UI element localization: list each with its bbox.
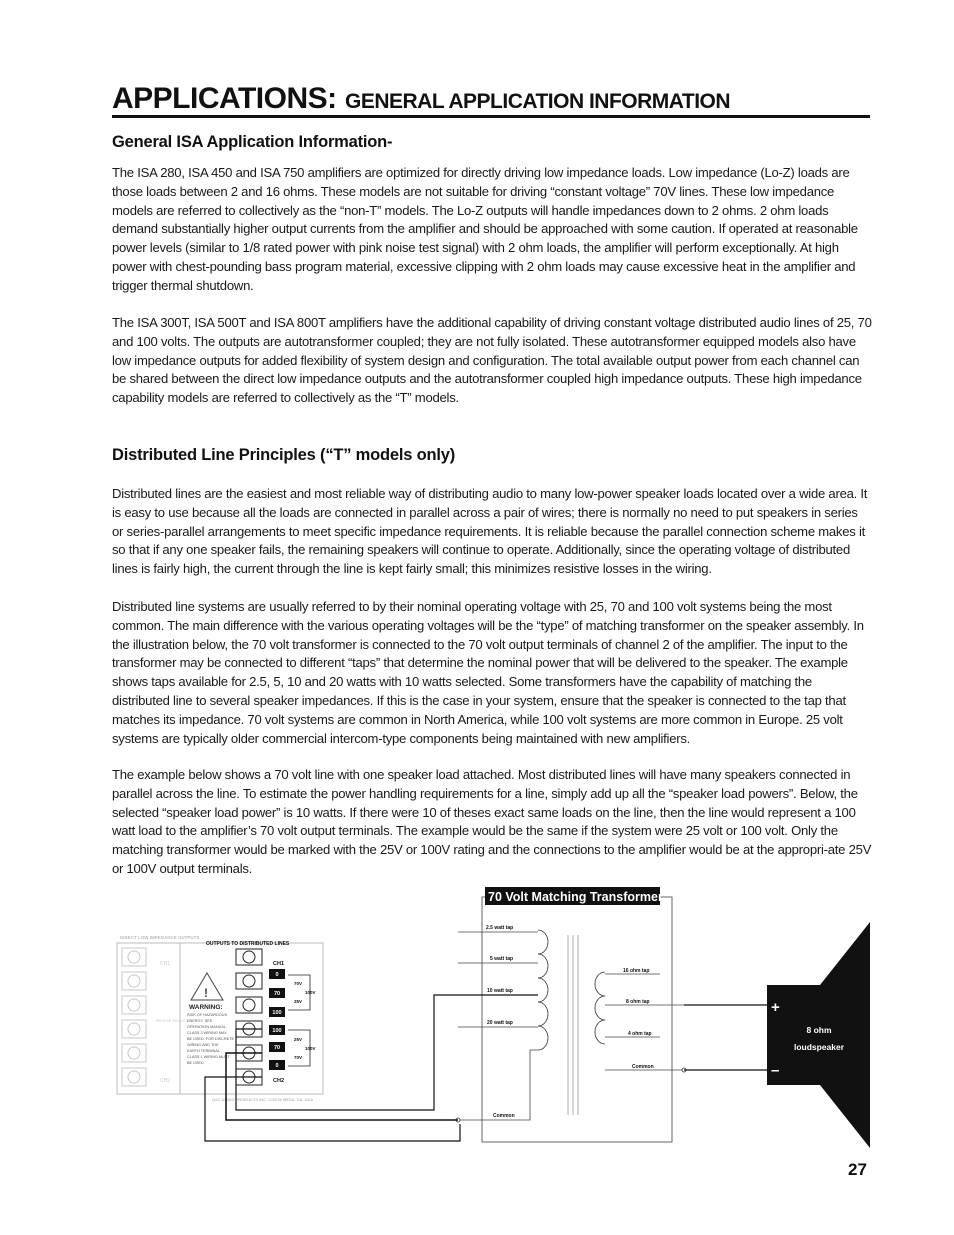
terminal-label: 100	[272, 1010, 282, 1016]
warning-line: CLASS 1 WIRING MUST	[187, 1055, 230, 1059]
speaker-label-2: loudspeaker	[793, 1042, 845, 1052]
secondary-tap-label: Common	[632, 1064, 654, 1070]
page-title	[112, 80, 870, 119]
secondary-coil	[595, 972, 605, 1044]
warning-line: WIRING AND THE	[187, 1043, 219, 1047]
loudspeaker	[767, 922, 870, 1148]
ch1-voltage: 100V	[305, 990, 316, 995]
page-title-sub: GENERAL APPLICATION INFORMATION	[345, 90, 731, 113]
ch2-voltage: 25V	[294, 1037, 303, 1042]
ch1-voltage: 70V	[294, 981, 303, 986]
primary-tap-label: Common	[493, 1113, 515, 1119]
primary-coil	[538, 930, 548, 1050]
primary-tap-label: 5 watt tap	[490, 956, 514, 962]
paragraph: Distributed lines are the easiest and most reliable way of distributing audio to many low-power speaker loads located over a wide area. It is easy to use because all the loads are connected in parallel across a pair of wires; there is normally no need to put speakers in series or series-parallel arrangements to meet specific impedance requirements. It is reliable because the parallel connection scheme makes it so that if any one speaker fails, the remaining speakers will continue to operate. Additionally, since the operating voltage of distributed lines is fairly high, the current through the line is kept fairly small; this minimizes resistive losses in the wiring.	[112, 486, 868, 577]
speaker-plus: +	[771, 999, 780, 1016]
paragraph: The ISA 300T, ISA 500T and ISA 800T amplifiers have the additional capability of driving constant voltage distributed audio lines of 25, 70 and 100 volts. The outputs are autotransformer coupled; they are not fully isolated. These autotransformer equipped models also have low impedance outputs for added flexibility of system design and configuration. The total available output power from each channel can be shared between the direct low impedance outputs and the autotransformer coupled high impedance outputs. These high impedance capability models are referred to collectively as the “T” models.	[112, 315, 872, 406]
terminal-label: 100	[272, 1028, 282, 1034]
distributed-line-wires	[205, 995, 538, 1141]
ch1-faded-label: CH1	[160, 961, 171, 967]
page-number: 27	[848, 1160, 867, 1179]
svg-text:!: !	[204, 986, 208, 1000]
speaker-wires	[684, 1005, 767, 1070]
warning-line: BE USED.	[187, 1061, 205, 1065]
paragraph: Distributed line systems are usually referred to by their nominal operating voltage with 25, 70 and 100 volt systems being the most common. The main difference with the various operating voltages will be the “type” of matching transformer on the speaker assembly. In the illustration below, the 70 volt transformer is connected to the 70 volt output terminals of channel 2 of the amplifier. The input to the transformer may be connected to different “taps” that determine the nominal power that will be delivered to the speaker. The example shows taps available for 2.5, 5, 10 and 20 watts with 10 watts selected. Some transformers have the capability of matching the distributed line to several speaker impedances. If this is the case in your system, ensure that the speaker is connected to the tap that matches its impedance. 70 volt systems are common in North America, while 100 volt systems are more common in Europe. 25 volt systems are typically older commercial intercom-type components being maintained with new amplifiers.	[112, 599, 864, 746]
terminal-label: 0	[275, 1063, 279, 1069]
title-rule	[112, 115, 870, 118]
speaker-label-1: 8 ohm	[806, 1025, 832, 1035]
ch2-voltage: 100V	[305, 1046, 316, 1051]
warning-line: OPERATION MANUAL.	[187, 1025, 228, 1029]
distributed-outputs-label: OUTPUTS TO DISTRIBUTED LINES	[206, 941, 290, 947]
primary-tap-label: 2.5 watt tap	[486, 925, 514, 931]
ch1-label: CH1	[273, 961, 285, 967]
ch2-voltage: 70V	[294, 1055, 303, 1060]
paragraph: The example below shows a 70 volt line with one speaker load attached. Most distributed lines will have many speakers connected in parallel across the line. To estimate the power handling requirements for a line, simply add up all the “speaker load powers”. Below, the selected “speaker load power” is 10 watts. If there were 10 of theses exact same loads on the line, then the line would represent a 100 watt load to the amplifier’s 70 volt output terminals. The example would be the same if the system were 25 volt or 100 volt. Only the matching transformer would be marked with the 25V or 100V rating and the connections to the amplifier would be at the appropri-ate 25V or 100V output terminals.	[112, 767, 872, 876]
secondary-tap-label: 8 ohm tap	[626, 999, 650, 1005]
secondary-tap-label: 16 ohm tap	[623, 968, 650, 974]
ch2-label: CH2	[273, 1078, 285, 1084]
warning-line: ENERGY. SEE	[187, 1019, 213, 1023]
terminal-label: 70	[273, 991, 281, 997]
wiring-diagram	[110, 880, 875, 1155]
warning-line: CLASS 3 WIRING MAY	[187, 1031, 227, 1035]
terminal-label: 70	[273, 1045, 281, 1051]
primary-tap-label: 10 watt tap	[487, 988, 513, 994]
ch1-voltage: 25V	[294, 999, 303, 1004]
transformer-title: 70 Volt Matching Transformer	[488, 890, 663, 904]
warning-line: RISK OF HAZARDOUS	[187, 1013, 228, 1017]
section-heading-isa: General ISA Application Information-	[112, 133, 393, 151]
bridge-mono-label: BRIDGE MONO	[156, 1018, 185, 1023]
matching-transformer	[456, 887, 686, 1142]
warning-line: BE USED. FOR DISCRETE	[187, 1037, 235, 1041]
panel-footer: QSC AUDIO PRODUCTS INC. COSTA MESA, CA. USA	[212, 1097, 314, 1102]
terminal-label: 0	[275, 972, 279, 978]
page-title-main: APPLICATIONS:	[112, 82, 337, 115]
ch2-faded-label: CH2	[160, 1078, 171, 1084]
section-heading-distributed: Distributed Line Principles (“T” models only)	[112, 446, 456, 464]
loudspeaker-icon	[767, 922, 870, 1148]
direct-outputs-label: DIRECT LOW IMPEDANCE OUTPUTS	[120, 935, 200, 940]
warning-line: EARTH TERMINAL	[187, 1049, 220, 1053]
paragraph: The ISA 280, ISA 450 and ISA 750 amplifiers are optimized for directly driving low impedance loads. Low impedance (Lo-Z) loads are those loads between 2 and 16 ohms. These models are not suitable for driving “constant voltage” 70V lines. These low impedance models are referred to collectively as the “non-T” models. The Lo-Z outputs will handle impedances down to 2 ohms. 2 ohm loads demand substantially higher output currents from the amplifier and should be approached with some caution. If operated at reasonable power levels (similar to 1/8 rated power with pink noise test signal) with 2 ohm loads, the amplifier will perform exceptionally. At high power with chest-pounding bass program material, excessive clipping with 2 ohm loads may cause excessive heat in the amplifier and trigger thermal shutdown.	[112, 165, 858, 293]
warning-title: WARNING:	[189, 1004, 223, 1011]
primary-tap-label: 20 watt tap	[487, 1020, 513, 1026]
speaker-minus: –	[771, 1062, 780, 1079]
secondary-tap-label: 4 ohm tap	[628, 1031, 652, 1037]
